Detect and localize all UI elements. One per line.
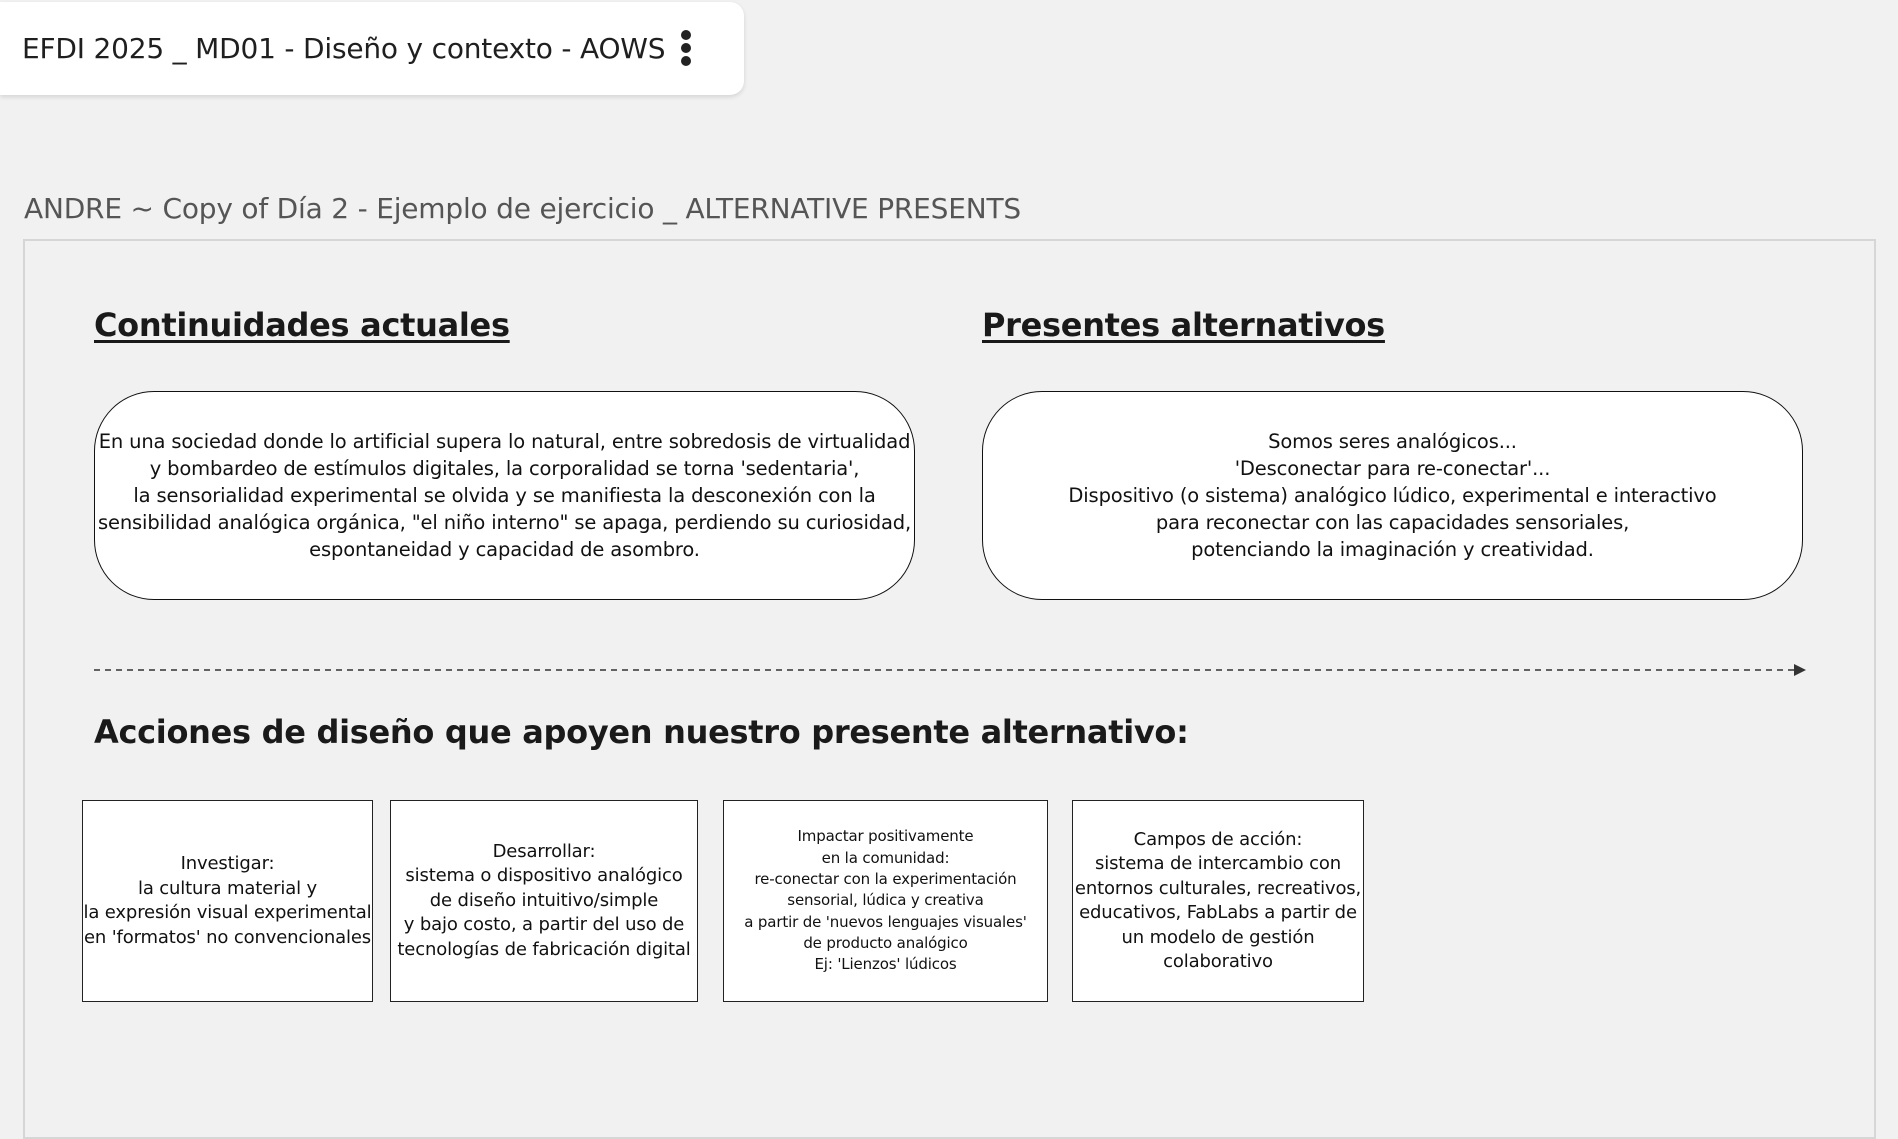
action-card-text: Investigar: la cultura material y la expresión visual experimental en 'formatos' no convencionales — [83, 853, 372, 948]
action-card-desarrollar[interactable] — [390, 800, 698, 1002]
action-card-impactar[interactable] — [723, 800, 1048, 1002]
frame[interactable] — [23, 239, 1876, 1139]
frame-label[interactable]: ANDRE ~ Copy of Día 2 - Ejemplo de ejercicio _ ALTERNATIVE PRESENTS — [24, 192, 1021, 225]
actions-heading[interactable]: Acciones de diseño que apoyen nuestro presente alternativo: — [94, 713, 1189, 751]
kebab-menu-icon[interactable] — [664, 24, 708, 72]
continuities-sticky[interactable] — [94, 391, 915, 600]
alternatives-text: Somos seres analógicos... 'Desconectar para re-conectar'... Dispositivo (o sistema) analógico lúdico, experimental e interactivo para reconectar con las capacidades sensoriales, potenciando la imaginación y creatividad. — [1068, 430, 1717, 561]
continuities-heading[interactable]: Continuidades actuales — [94, 306, 510, 344]
action-card-campos[interactable] — [1072, 800, 1364, 1002]
action-card-text: Desarrollar: sistema o dispositivo analógico de diseño intuitivo/simple y bajo costo, a partir del uso de tecnologías de fabricación digital — [397, 840, 691, 960]
board-header — [0, 2, 744, 95]
continuities-text: En una sociedad donde lo artificial supera lo natural, entre sobredosis de virtualidad y bombardeo de estímulos digitales, la corporalidad se torna 'sedentaria', la sensorialidad experimental se olvida y se manifiesta la desconexión con la sensibilidad analógica orgánica, "el niño interno" se apaga, perdiendo su curiosidad, espontaneidad y capacidad de asombro. — [97, 430, 912, 561]
board-title[interactable]: EFDI 2025 _ MD01 - Diseño y contexto - AOWS — [22, 32, 666, 65]
action-card-text: Campos de acción: sistema de intercambio con entornos culturales, recreativos, educativos, FabLabs a partir de un modelo de gestión colaborativo — [1074, 828, 1362, 972]
action-card-investigar[interactable] — [82, 800, 373, 1002]
action-card-text: Impactar positivamente en la comunidad: re-conectar con la experimentación sensorial, lúdica y creativa a partir de 'nuevos lenguajes visuales' de producto analógico Ej: 'Lienzos' lúdicos — [744, 827, 1027, 974]
timeline-arrow[interactable] — [94, 664, 1806, 676]
alternatives-heading[interactable]: Presentes alternativos — [982, 306, 1385, 344]
alternatives-sticky[interactable] — [982, 391, 1803, 600]
